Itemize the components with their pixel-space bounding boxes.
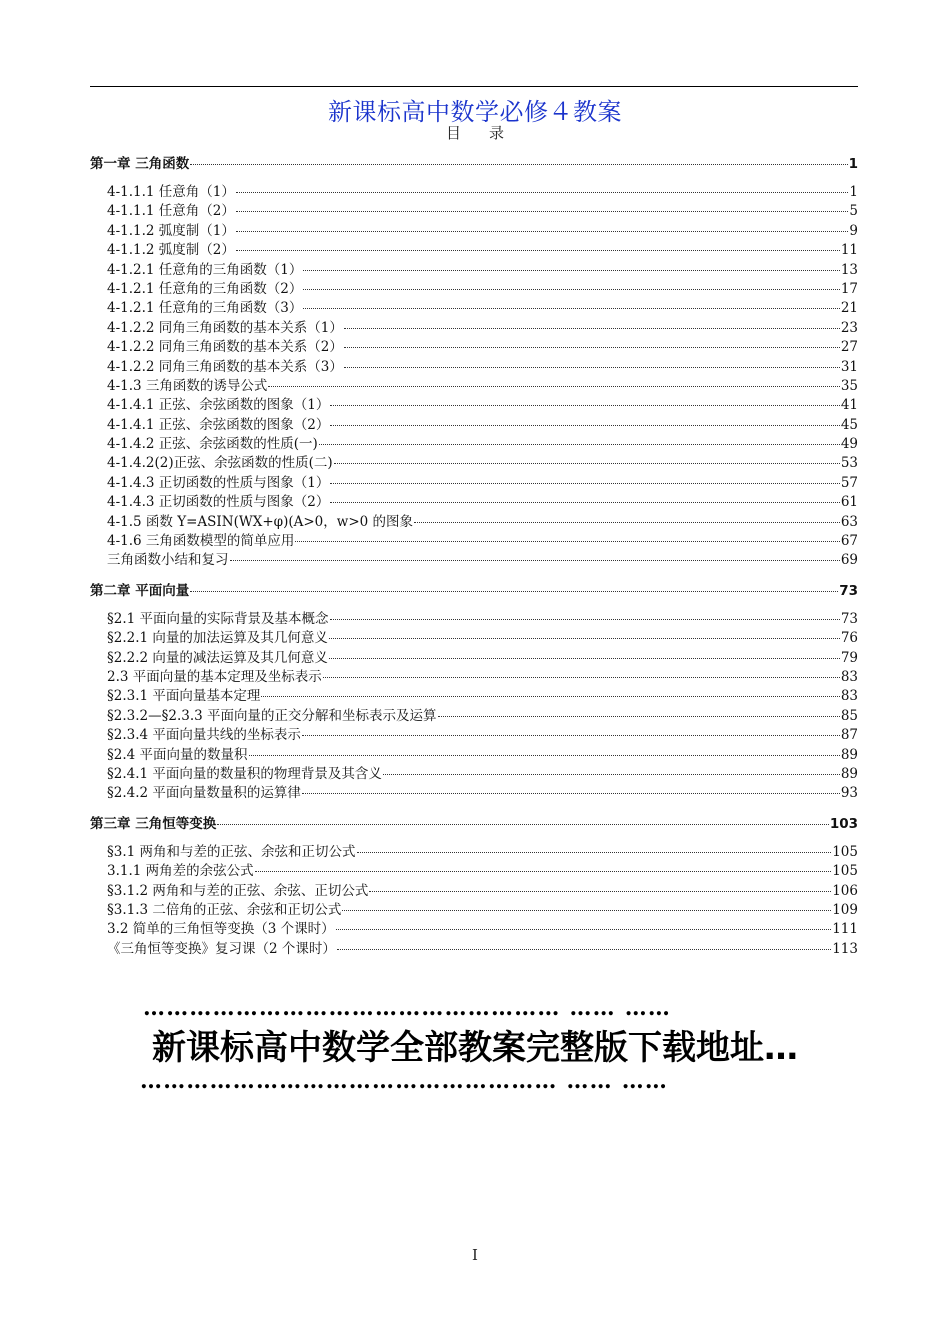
dot-leader <box>344 328 840 329</box>
dot-leader <box>330 425 839 426</box>
entry-page: 76 <box>840 630 858 647</box>
entry-page: 11 <box>840 242 858 259</box>
toc-entry[interactable] <box>90 180 858 199</box>
entry-title: §2.3.2—§2.3.3 平面向量的正交分解和坐标表示及运算 <box>107 707 437 724</box>
dot-leader <box>268 386 839 387</box>
entry-title: §3.1.3 二倍角的正弦、余弦和正切公式 <box>107 901 342 918</box>
dot-leader <box>249 755 840 756</box>
dot-leader <box>334 463 840 464</box>
toc-entry[interactable] <box>90 665 858 684</box>
entry-page: 105 <box>832 863 858 880</box>
entry-page: 87 <box>840 727 858 744</box>
entry-title: 4-1.1.2 弧度制（1） <box>107 222 235 239</box>
dot-leader <box>344 347 840 348</box>
entry-title: 4-1.1.1 任意角（1） <box>107 184 235 200</box>
entry-page: 89 <box>840 765 858 782</box>
entry-page: 73 <box>840 610 858 627</box>
header-rule <box>90 86 858 87</box>
toc-entry[interactable] <box>90 879 858 898</box>
entry-page: 83 <box>840 688 858 705</box>
toc-entry[interactable] <box>90 859 858 878</box>
toc-entry[interactable] <box>90 840 858 859</box>
toc-entry[interactable] <box>90 413 858 432</box>
toc-entry[interactable] <box>90 704 858 723</box>
toc-entry[interactable] <box>90 296 858 315</box>
toc-entry[interactable] <box>90 393 858 412</box>
entry-title: 4-1.1.2 弧度制（2） <box>107 242 235 259</box>
dot-leader <box>342 910 831 911</box>
toc-entry[interactable] <box>90 471 858 490</box>
chapter-title: 第一章 三角函数 <box>90 156 190 172</box>
toc-entry[interactable] <box>90 548 858 567</box>
entry-page: 83 <box>840 668 858 685</box>
toc-entry[interactable] <box>90 355 858 374</box>
entry-page: 45 <box>840 416 858 433</box>
entry-title: 4-1.4.1 正弦、余弦函数的图象（1） <box>107 397 330 414</box>
dot-leader <box>383 774 840 775</box>
entry-title: 3.1.1 两角差的余弦公式 <box>107 863 254 880</box>
entry-title: §2.3.1 平面向量基本定理 <box>107 688 261 705</box>
dot-leader <box>236 231 849 232</box>
dot-leader <box>357 852 832 853</box>
entry-title: 4-1.4.2 正弦、余弦函数的性质(一) <box>107 436 318 453</box>
toc-entry[interactable] <box>90 490 858 509</box>
entry-page: 109 <box>832 901 858 918</box>
chapter-title: 第三章 三角恒等变换 <box>90 815 217 832</box>
entry-title: 4-1.2.1 任意角的三角函数（3） <box>107 300 303 317</box>
entry-title: 4-1.2.1 任意角的三角函数（1） <box>107 261 303 278</box>
dot-leader <box>344 367 840 368</box>
toc-entry[interactable] <box>90 335 858 354</box>
chapter-spacer <box>90 956 858 965</box>
entry-page: 35 <box>840 377 858 394</box>
dot-leader <box>302 793 840 794</box>
dot-leader <box>323 677 840 678</box>
toc-entry[interactable] <box>90 529 858 548</box>
dot-leader <box>236 192 849 193</box>
chapter-page: 1 <box>848 156 858 172</box>
dot-leader <box>302 735 840 736</box>
dot-leader <box>303 270 839 271</box>
entry-page: 79 <box>840 649 858 666</box>
toc-entry[interactable] <box>90 937 858 956</box>
dot-leader <box>330 483 839 484</box>
entry-title: 4-1.5 函数 Y=ASIN(WX+φ)(A>0，w>0 的图象 <box>107 513 414 530</box>
entry-title: 三角函数小结和复习 <box>107 552 229 569</box>
entry-page: 21 <box>840 300 858 317</box>
toc-heading: 目录 <box>445 124 532 142</box>
decorative-dots-bottom: ……………………………………………… …… …… <box>140 1068 669 1094</box>
dot-leader <box>329 638 840 639</box>
entry-page: 63 <box>840 513 858 530</box>
dot-leader <box>369 891 831 892</box>
dot-leader <box>330 619 840 620</box>
toc-entry[interactable] <box>90 510 858 529</box>
entry-title: 4-1.4.3 正切函数的性质与图象（1） <box>107 474 330 491</box>
entry-page: 17 <box>840 280 858 297</box>
dot-leader <box>303 289 839 290</box>
entry-title: §2.2.1 向量的加法运算及其几何意义 <box>107 630 328 647</box>
dot-leader <box>295 541 839 542</box>
toc-entry[interactable] <box>90 762 858 781</box>
entry-title: 4-1.2.2 同角三角函数的基本关系（2） <box>107 339 343 356</box>
entry-page: 23 <box>840 319 858 336</box>
entry-page: 89 <box>840 746 858 763</box>
entry-page: 31 <box>840 358 858 375</box>
entry-title: 4-1.4.2(2)正弦、余弦函数的性质(二) <box>107 455 333 472</box>
toc-entry[interactable] <box>90 219 858 238</box>
entry-title: §2.3.4 平面向量共线的坐标表示 <box>107 727 301 744</box>
dot-leader <box>330 502 839 503</box>
entry-title: 4-1.6 三角函数模型的简单应用 <box>107 533 295 550</box>
entry-title: 4-1.1.1 任意角（2） <box>107 203 235 220</box>
dot-leader <box>336 929 832 930</box>
entry-page: 113 <box>832 940 858 957</box>
chapter-title: 第二章 平面向量 <box>90 582 190 599</box>
entry-page: 1 <box>849 184 858 200</box>
entry-page: 105 <box>832 843 858 860</box>
dot-leader <box>236 250 840 251</box>
toc-entry[interactable] <box>90 277 858 296</box>
entry-title: 3.2 简单的三角恒等变换（3 个课时） <box>107 921 335 938</box>
dot-leader <box>319 444 840 445</box>
entry-title: 4-1.3 三角函数的诱导公式 <box>107 377 268 394</box>
toc-entry[interactable] <box>90 723 858 742</box>
dot-leader <box>190 591 838 592</box>
entry-title: 2.3 平面向量的基本定理及坐标表示 <box>107 668 322 685</box>
entry-page: 49 <box>840 436 858 453</box>
toc-entry[interactable] <box>90 684 858 703</box>
document-title: 新课标高中数学必修４教案 <box>328 98 622 126</box>
decorative-dots-top: ……………………………………………… …… …… <box>143 995 672 1021</box>
chapter-spacer <box>90 568 858 577</box>
toc-entry[interactable] <box>90 451 858 470</box>
entry-page: 111 <box>832 921 858 938</box>
dot-leader <box>303 308 839 309</box>
chapter-page: 103 <box>829 815 858 832</box>
entry-title: 《三角恒等变换》复习课（2 个课时） <box>107 940 336 957</box>
dot-leader <box>230 560 840 561</box>
entry-title: §2.1 平面向量的实际背景及基本概念 <box>107 610 329 627</box>
dot-leader <box>330 405 839 406</box>
download-promo-text[interactable]: 新课标高中数学全部教案完整版下载地址… <box>152 1028 798 1068</box>
entry-title: §2.4 平面向量的数量积 <box>107 746 248 763</box>
toc-entry[interactable] <box>90 917 858 936</box>
entry-page: 61 <box>840 494 858 511</box>
entry-page: 93 <box>840 785 858 802</box>
entry-page: 57 <box>840 474 858 491</box>
entry-page: 53 <box>840 455 858 472</box>
dot-leader <box>329 658 840 659</box>
entry-title: §2.4.1 平面向量的数量积的物理背景及其含义 <box>107 765 382 782</box>
toc-entry[interactable] <box>90 432 858 451</box>
entry-page: 27 <box>840 339 858 356</box>
dot-leader <box>438 716 840 717</box>
dot-leader <box>217 824 829 825</box>
entry-page: 67 <box>840 533 858 550</box>
entry-page: 69 <box>840 552 858 569</box>
toc-entry[interactable] <box>90 781 858 800</box>
entry-title: §2.2.2 向量的减法运算及其几何意义 <box>107 649 328 666</box>
toc-entry[interactable] <box>90 626 858 645</box>
toc-chapter[interactable] <box>90 812 858 831</box>
entry-title: 4-1.4.1 正弦、余弦函数的图象（2） <box>107 416 330 433</box>
entry-page: 13 <box>840 261 858 278</box>
chapter-spacer <box>90 801 858 810</box>
toc-entry[interactable] <box>90 316 858 335</box>
dot-leader <box>255 871 832 872</box>
toc-entry[interactable] <box>90 898 858 917</box>
toc-entry[interactable] <box>90 199 858 218</box>
entry-title: §3.1 两角和与差的正弦、余弦和正切公式 <box>107 843 356 860</box>
page-number: I <box>472 1246 478 1264</box>
toc-chapter[interactable] <box>90 579 858 598</box>
entry-page: 5 <box>849 203 858 220</box>
entry-title: §2.4.2 平面向量数量积的运算律 <box>107 785 301 802</box>
entry-page: 106 <box>832 882 858 899</box>
toc-entry[interactable] <box>90 607 858 626</box>
entry-page: 41 <box>840 397 858 414</box>
dot-leader <box>337 949 831 950</box>
dot-leader <box>190 164 847 165</box>
entry-title: 4-1.2.2 同角三角函数的基本关系（3） <box>107 358 343 375</box>
table-of-contents <box>90 150 858 965</box>
toc-entry[interactable] <box>90 374 858 393</box>
entry-page: 85 <box>840 707 858 724</box>
toc-entry[interactable] <box>90 258 858 277</box>
toc-chapter[interactable] <box>90 152 858 171</box>
entry-title: §3.1.2 两角和与差的正弦、余弦、正切公式 <box>107 882 369 899</box>
dot-leader <box>261 696 839 697</box>
entry-title: 4-1.2.1 任意角的三角函数（2） <box>107 280 303 297</box>
entry-title: 4-1.2.2 同角三角函数的基本关系（1） <box>107 319 343 336</box>
toc-entry[interactable] <box>90 646 858 665</box>
dot-leader <box>236 211 849 212</box>
dot-leader <box>414 522 840 523</box>
chapter-page: 73 <box>839 582 858 599</box>
toc-entry[interactable] <box>90 238 858 257</box>
entry-title: 4-1.4.3 正切函数的性质与图象（2） <box>107 494 330 511</box>
entry-page: 9 <box>849 222 858 239</box>
toc-entry[interactable] <box>90 743 858 762</box>
